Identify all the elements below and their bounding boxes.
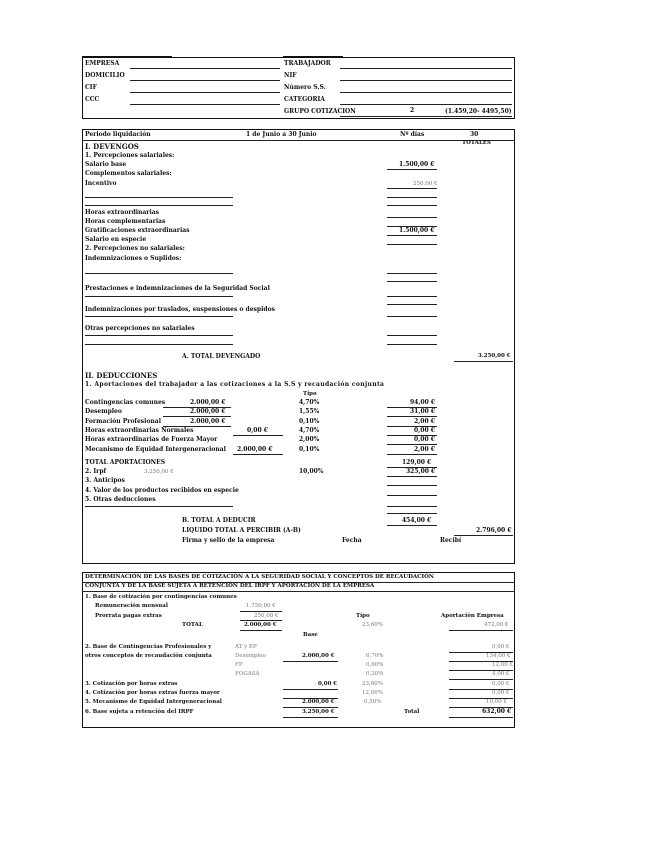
- tipo-header: Tipo: [303, 391, 317, 397]
- item5-tipo: 0,50%: [364, 699, 382, 705]
- total-aportaciones-label: TOTAL APORTACIONES: [85, 459, 166, 466]
- deduccion-importe: 31,00 €: [410, 408, 436, 415]
- salario-base-value: 1.500,00 €: [399, 161, 435, 168]
- total-aportacion-rule: [449, 717, 513, 718]
- traslados-rule-1-amt: [387, 316, 437, 317]
- prestaciones-rule-2: [387, 304, 437, 305]
- concepto-label: FOGASA: [235, 671, 260, 677]
- nif-label: NIF: [284, 72, 297, 79]
- deduccion-label: Contingencias comunes: [85, 399, 166, 406]
- prorrata-rule: [240, 620, 282, 621]
- deduccion-label: Horas extraordinarias de Fuerza Mayor: [85, 436, 218, 443]
- gratificaciones-value: 1.500,00 €: [399, 227, 435, 234]
- concepto-importe: 0,00 €: [492, 644, 510, 650]
- periodo-label: Periodo liquidación: [85, 131, 151, 138]
- categoria-field[interactable]: [340, 104, 512, 105]
- complementos-label: Complementos salariales:: [85, 170, 172, 177]
- total-deducir-label: B. TOTAL A DEDUCIR: [182, 517, 256, 524]
- item2-line1: 2. Base de Contingencias Profesionales y: [85, 644, 212, 650]
- aportaciones-title: 1. Aportaciones del trabajador a las cotizaciones a la S.S y recaudación conjunta: [85, 381, 385, 388]
- salario-base-label: Salario base: [85, 161, 127, 168]
- item3-base: 0,00 €: [318, 681, 338, 687]
- dias-value: 30: [470, 131, 479, 138]
- deduccion-tipo: 0,10%: [299, 446, 320, 453]
- aportacion-header: Aportación Empresa: [441, 613, 504, 619]
- deduccion-base-rule: [163, 416, 231, 417]
- deduccion-importe-rule: [387, 444, 437, 445]
- salario-especie-label: Salario en especie: [85, 236, 147, 243]
- fecha-label: Fecha: [342, 537, 362, 544]
- horas-extra-label: Horas extraordinarias: [85, 209, 159, 216]
- prestaciones-rule-1-amt: [387, 296, 437, 297]
- irpf-label: 2. Irpf: [85, 468, 107, 475]
- deduccion-base: 2.000,00 €: [190, 418, 226, 425]
- concepto-importe-rule: [449, 679, 513, 680]
- total-deducir-rule: [387, 525, 437, 526]
- item6-base-rule: [283, 717, 338, 718]
- otras-percepciones-rule-1: [85, 335, 233, 336]
- aportacion-cc-rule: [449, 630, 513, 631]
- suplidos-rule-2: [387, 281, 437, 282]
- otras-percepciones-rule-2: [85, 344, 233, 345]
- trabajador-label: TRABAJADOR: [284, 60, 331, 67]
- firma-label: Firma y sello de la empresa: [182, 537, 275, 544]
- total-aportaciones-value: 129,00 €: [402, 459, 432, 466]
- deduccion-tipo: 2,00%: [299, 436, 320, 443]
- header-top-rule-right: [283, 56, 343, 58]
- percepciones-salariales-label: 1. Percepciones salariales:: [85, 152, 175, 159]
- deduccion-base: 2.000,00 €: [190, 399, 226, 406]
- otras-percepciones-label: Otras percepciones no salariales: [85, 325, 195, 332]
- irpf-value: 325,00 €: [406, 468, 436, 475]
- item6-base: 3.250,00 €: [302, 709, 335, 715]
- deduccion-importe: 2,00 €: [414, 446, 435, 453]
- suplidos-rule-1: [85, 273, 233, 274]
- total-rule: [240, 630, 282, 631]
- blank-line-2-amt: [387, 205, 437, 206]
- item3-tipo: 23,60%: [362, 681, 383, 687]
- deduccion-base-alt-rule: [233, 435, 283, 436]
- cif-label: CIF: [85, 84, 97, 91]
- deduccion-importe-rule: [387, 454, 437, 455]
- item5-base: 2.000,00 €: [302, 699, 335, 705]
- total-deducir-value: 454,00 €: [402, 517, 432, 524]
- item4-label: 4. Cotización por horas extras fuerza mayor: [85, 690, 220, 696]
- anticipos-label: 3. Anticipos: [85, 477, 125, 484]
- prestaciones-rule-1: [85, 296, 233, 297]
- prestaciones-ss-label: Prestaciones e indemnizaciones de la Seguridad Social: [85, 285, 270, 292]
- liquido-label: LIQUIDO TOTAL A PERCIBIR (A-B): [182, 527, 301, 534]
- deduccion-tipo: 1,55%: [299, 408, 320, 415]
- trabajador-field[interactable]: [340, 68, 512, 69]
- salario-base-rule: [387, 169, 437, 170]
- grupo-cotizacion-label: GRUPO COTIZACION: [284, 108, 356, 115]
- deduccion-importe-rule: [387, 416, 437, 417]
- concepto-base-rule: [283, 661, 338, 662]
- deducciones-title: II. DEDUCCIONES: [85, 371, 158, 380]
- item4-tipo: 12,00%: [362, 690, 383, 696]
- blank-line-2: [85, 205, 233, 206]
- otras-percepciones-rule-2-amt: [387, 344, 437, 345]
- item6-label: 6. Base sujeta a retención del IRPF: [85, 709, 194, 715]
- incentivo-label: Incentivo: [85, 180, 117, 187]
- item5-base-rule: [283, 707, 338, 708]
- deduccion-base-alt-rule: [233, 454, 283, 455]
- horas-extra-rule: [387, 217, 437, 218]
- blank-line-1: [85, 197, 233, 198]
- concepto-importe: 12,00 €: [492, 662, 513, 668]
- item3-base-rule: [283, 689, 338, 690]
- devengos-title: I. DEVENGOS: [85, 142, 139, 151]
- item3-importe: 0,00 €: [492, 681, 510, 687]
- item5-importe: 10,00 €: [486, 699, 507, 705]
- periodo-rule: [82, 140, 515, 141]
- irpf-base: 3.250,00 €: [144, 469, 174, 475]
- remuneracion-rule: [240, 611, 282, 612]
- liquido-value: 2.796,00 €: [476, 527, 512, 534]
- deduccion-tipo: 0,10%: [299, 418, 320, 425]
- numero-ss-field[interactable]: [340, 92, 512, 93]
- grupo-value: 2: [410, 107, 415, 114]
- total-devengado-value: 3.250,00 €: [478, 353, 511, 359]
- gratificaciones-rule: [387, 235, 437, 236]
- concepto-importe: 4,00 €: [492, 671, 510, 677]
- deduccion-importe: 0,00 €: [414, 436, 435, 443]
- tipo-cc-header: Tipo: [356, 613, 370, 619]
- bases-title-line2: CONJUNTA Y DE LA BASE SUJETA A RETENCIÓN DEL IRPF Y APORTACIÓN DE LA EMPRESA: [85, 583, 375, 589]
- tipo-cc-value: 23,60%: [362, 622, 383, 628]
- deduccion-importe: 0,00 €: [414, 427, 435, 434]
- irpf-rule: [387, 476, 437, 477]
- indemnizaciones-suplidos-label: Indemnizaciones o Suplidos:: [85, 255, 182, 262]
- item5-label: 5. Mecanismo de Equidad Intergeneracional: [85, 699, 222, 705]
- deduccion-label: Formación Profesional: [85, 418, 161, 425]
- concepto-tipo: 0,60%: [366, 662, 384, 668]
- empresa-label: EMPRESA: [85, 60, 120, 67]
- total-value: 2.000,00 €: [244, 622, 277, 628]
- cif-field[interactable]: [130, 92, 280, 93]
- total-devengado-label: A. TOTAL DEVENGADO: [182, 353, 261, 360]
- salario-especie-rule: [387, 244, 437, 245]
- deduccion-base: 2.000,00 €: [190, 408, 226, 415]
- blank-line-1-amt: [387, 197, 437, 198]
- otras-deducciones-rule-1: [85, 506, 233, 507]
- total-word: Total: [404, 709, 420, 715]
- deduccion-importe: 2,00 €: [414, 418, 435, 425]
- categoria-label: CATEGORIA: [284, 96, 325, 103]
- deduccion-base-alt: 2.000,00 €: [237, 446, 273, 453]
- item2-line2: otros conceptos de recaudación conjunta: [85, 653, 212, 659]
- item3-label: 3. Cotización por horas extras: [85, 681, 178, 687]
- remuneracion-value: 1.750,00 €: [246, 603, 276, 609]
- base-header: Base: [303, 632, 318, 638]
- deduccion-importe: 94,00 €: [410, 399, 436, 406]
- ccc-label: CCC: [85, 96, 100, 103]
- grupo-field-rule: [340, 116, 512, 117]
- deduccion-base-alt: 0,00 €: [247, 427, 268, 434]
- incentivo-value: 250,00 €: [413, 181, 438, 187]
- no-salariales-label: 2. Percepciones no salariales:: [85, 245, 185, 252]
- deduccion-label: Mecanismo de Equidad Intergeneracional: [85, 446, 226, 453]
- total-devengado-rule: [454, 361, 513, 362]
- traslados-rule-1: [85, 316, 233, 317]
- otras-deducciones-rule-1-amt: [387, 506, 437, 507]
- concepto-tipo: 6,70%: [366, 653, 384, 659]
- numero-ss-label: Número S.S.: [284, 84, 326, 91]
- ccc-field[interactable]: [130, 104, 280, 105]
- concepto-label: FP: [235, 662, 243, 668]
- domicilio-field[interactable]: [130, 80, 280, 81]
- nif-field[interactable]: [340, 80, 512, 81]
- prorrata-value: 250,00 €: [254, 613, 279, 619]
- concepto-importe: 134,00 €: [486, 653, 511, 659]
- concepto-label: Desempleo: [235, 653, 266, 659]
- anticipos-rule: [387, 485, 437, 486]
- aportacion-cc-value: 472,00 €: [484, 622, 509, 628]
- item1-label: 1. Base de cotización por contingencias comunes: [85, 594, 237, 600]
- valor-productos-label: 4. Valor de los productos recibidos en especie: [85, 487, 239, 494]
- irpf-tipo: 10,00%: [299, 468, 324, 475]
- indemnizaciones-traslados-label: Indemnizaciones por traslados, suspensiones o despidos: [85, 306, 275, 313]
- concepto-tipo: 0,20%: [366, 671, 384, 677]
- valor-productos-rule: [387, 495, 437, 496]
- recibi-label: Recibí: [440, 537, 462, 544]
- otras-deducciones-label: 5. Otras deducciones: [85, 496, 156, 503]
- bases-title-line1: DETERMINACIÓN DE LAS BASES DE COTIZACIÓN A LA SEGURIDAD SOCIAL Y CONCEPTOS DE RECAUDACIÓN: [85, 574, 434, 580]
- header-top-rule-left: [82, 56, 172, 58]
- domicilio-label: DOMICILIO: [85, 72, 125, 79]
- deduccion-label: Desempleo: [85, 408, 122, 415]
- dias-label: Nº días: [400, 131, 425, 138]
- suplidos-rule-1-amt: [387, 273, 437, 274]
- otras-deducciones-rule-2: [387, 513, 437, 514]
- otras-percepciones-rule-1-amt: [387, 335, 437, 336]
- periodo-value: 1 de Junio a 30 Junio: [246, 131, 317, 138]
- deduccion-tipo: 4,70%: [299, 399, 320, 406]
- concepto-base: 2.000,00 €: [302, 653, 335, 659]
- totales-label: TOTALES: [462, 140, 491, 146]
- incentivo-rule: [387, 188, 437, 189]
- concepto-label: AT y EP: [235, 644, 257, 650]
- deduccion-label: Horas extraordinarias Normales: [85, 427, 194, 434]
- grupo-range: (1.459,20- 4495,50): [445, 108, 512, 115]
- prorrata-label: Prorrata pagas extras: [95, 613, 162, 619]
- item4-importe: 0,00 €: [492, 690, 510, 696]
- gratificaciones-label: Gratificaciones extraordinarias: [85, 227, 190, 234]
- bases-title-rule-2: [82, 591, 515, 592]
- empresa-field[interactable]: [130, 68, 280, 69]
- total-aportacion-value: 632,00 €: [482, 708, 512, 715]
- total-label: TOTAL: [182, 622, 203, 628]
- deduccion-tipo: 4,70%: [299, 427, 320, 434]
- liquido-rule: [454, 535, 513, 536]
- remuneracion-label: Remuneración mensual: [95, 603, 168, 609]
- horas-complementarias-label: Horas complementarias: [85, 218, 166, 225]
